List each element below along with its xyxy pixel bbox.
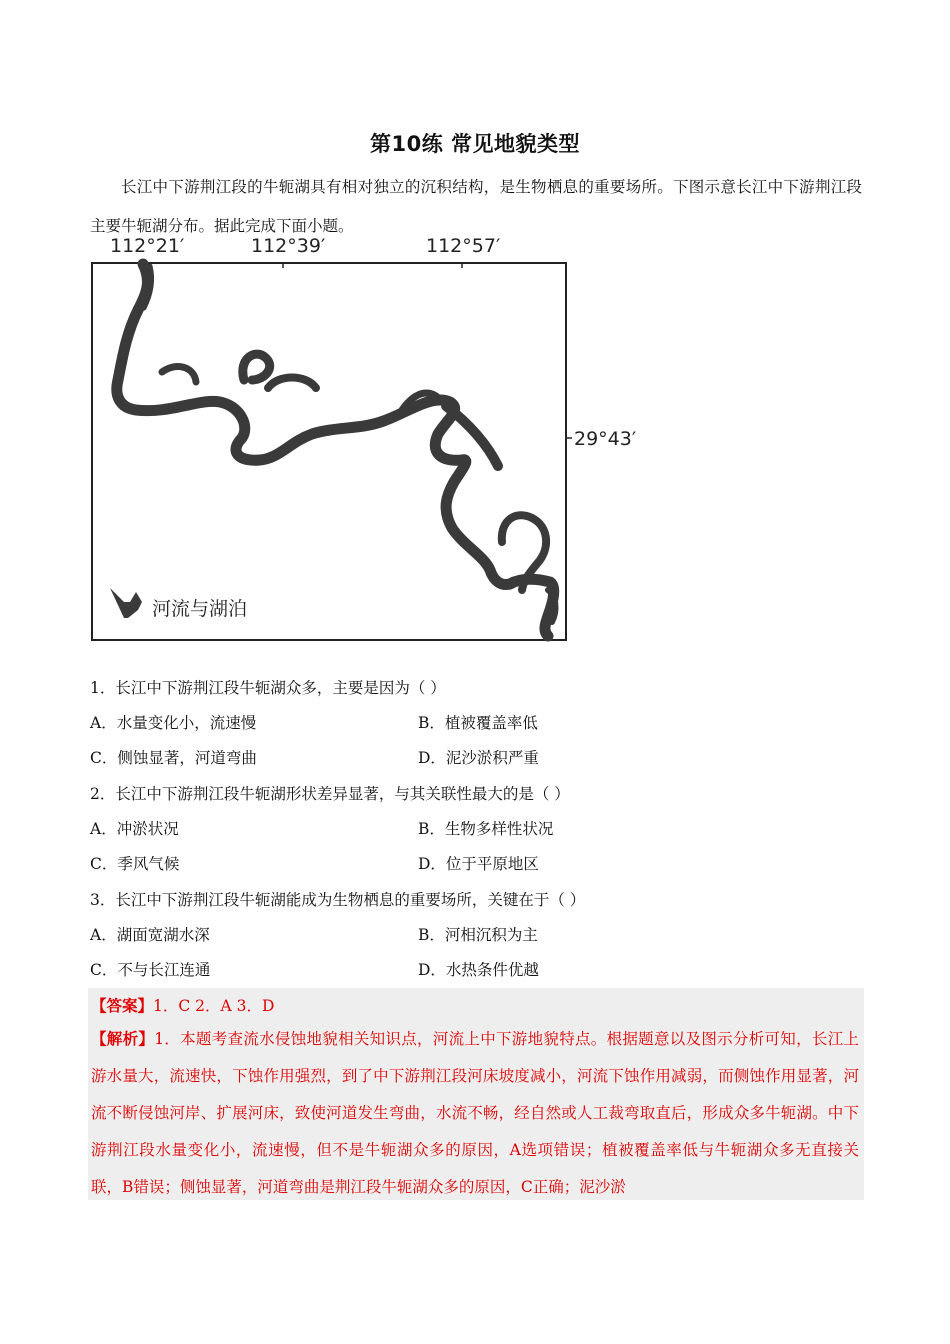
lon-label-1: 112°21′ [110,235,185,257]
question-2-option-d: D．位于平原地区 [418,855,539,873]
yangtze-river [117,264,556,636]
question-2-stem: 2．长江中下游荆江段牛轭湖形状差异显著，与其关联性最大的是（ ） [90,785,570,803]
legend-label: 河流与湖泊 [152,598,248,620]
question-2-option-b: B．生物多样性状况 [418,820,554,838]
question-3-option-c: C．不与长江连通 [90,961,211,979]
legend [110,588,247,620]
analysis-label: 【解析】 [91,1029,155,1048]
question-2-option-a: A．冲淤状况 [90,820,179,838]
river-legend-icon [110,588,142,618]
question-2-option-c: C．季风气候 [90,855,180,873]
oxbow-lake-2 [243,354,270,380]
question-3-option-a: A．湖面宽湖水深 [90,926,210,944]
question-1-stem: 1．长江中下游荆江段牛轭湖众多，主要是因为（ ） [90,679,446,697]
oxbow-lake-3 [268,378,316,389]
lon-label-3: 112°57′ [426,235,501,257]
analysis-paragraph [91,1020,859,1206]
river-map [80,230,660,650]
oxbow-lake-1 [162,367,196,382]
lon-label-2: 112°39′ [251,235,326,257]
intro-paragraph: 长江中下游荆江段的牛轭湖具有相对独立的沉积结构，是生物栖息的重要场所。下图示意长江中下游荆江段主要牛轭湖分布。据此完成下面小题。 [90,178,862,235]
analysis-text: 1．本题考查流水侵蚀地貌相关知识点，河流上中下游地貌特点。根据题意以及图示分析可知，长江上游水量大，流速快，下蚀作用强烈，到了中下游荆江段河床坡度减小，河流下蚀作用减弱，而侧蚀作用显著，河流不断侵蚀河岸、扩展河床，致使河道发生弯曲，水流不畅，经自然或人工裁弯取直后，形成众多牛轭湖。中下游荆江段水量变化小，流速慢，但不是牛轭湖众多的原因，A选项错误；植被覆盖率低与牛轭湖众多无直接关联，B错误；侧蚀显著，河道弯曲是荆江段牛轭湖众多的原因，C正确；泥沙淤 [91,1030,859,1196]
lat-label: 29°43′ [574,428,637,450]
question-1-option-a: A．水量变化小，流速慢 [90,714,257,732]
answer-label: 【答案】 [91,996,154,1015]
question-3-option-d: D．水热条件优越 [418,961,539,979]
question-3-option-b: B．河相沉积为主 [418,926,538,944]
question-1-option-c: C．侧蚀显著，河道弯曲 [90,749,257,767]
question-3-stem: 3．长江中下游荆江段牛轭湖能成为生物栖息的重要场所，关键在于（ ） [90,891,586,909]
question-1-option-d: D．泥沙淤积严重 [418,749,539,767]
answer-line [91,994,274,1016]
page-title: 第10练 常见地貌类型 [369,132,581,156]
question-1-option-b: B．植被覆盖率低 [418,714,538,732]
answer-text: 1．C 2．A 3．D [153,997,275,1015]
